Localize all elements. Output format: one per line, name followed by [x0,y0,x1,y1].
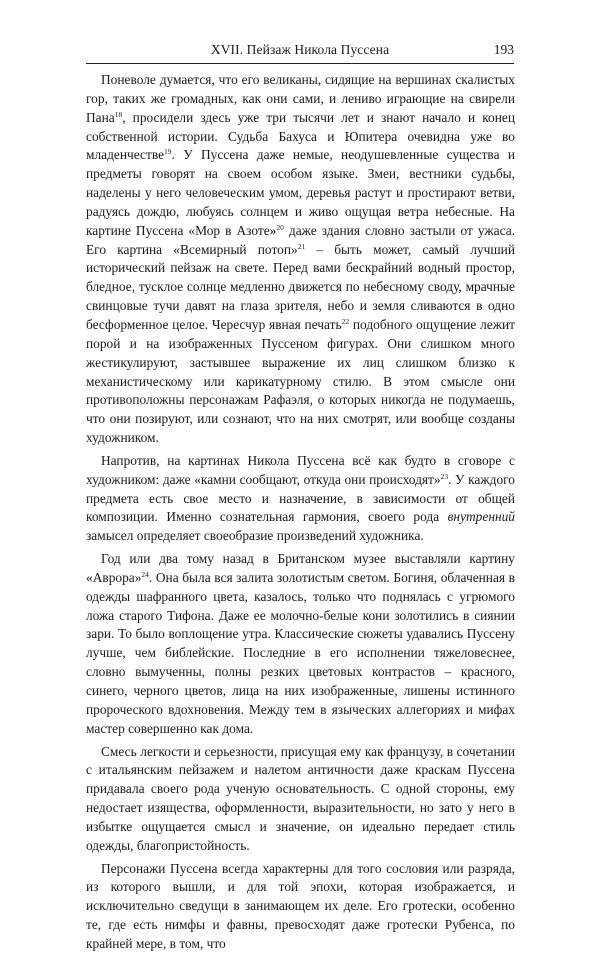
footnote-ref: 20 [276,222,284,232]
text-run: Персонажи Пуссена всегда характерны для того сословия или разряда, из которого вышли, и для той эпохи, которая изображается, и исключительно сведущи в занимающем их деле. Его гротески, особенно те, где есть нимфы и фавны, превосходят даже гротески Рубенса, по крайней мере, в том, что [86,860,515,951]
emphasis-text: внутренний [447,509,515,525]
chapter-title: XVII. Пейзаж Никола Пуссена [210,42,390,57]
text-run: Смесь легкости и серьезности, присущая ему как французу, в сочетании с итальянским пейзажем и налетом античности даже краскам Пуссена придавала своего рода ученую основательность. С одной стороны, ему недостает изящества, оформленности, выразительности, но зато у него в избытке ощущается смысл и значение, он идеально передает стиль одежды, благопристойность. [86,743,515,853]
text-run: . Она была вся залита золотистым светом. Богиня, облаченная в одежды шафранного цвета, казалось, только что поднялась с угрюмого ложа старого Тифона. Даже ее молочно-белые кони золотились в сиянии зари. То было воплощение утра. Классические сюжеты удавались Пуссену лучше, чем библейские. Последние в его исполнении тяжеловеснее, словно вымученны, полны резких цветовых контрастов – красного, синего, черного цветов, лица на них изображенные, лишены истинного пророческого вдохновения. Между тем в языческих аллегориях и мифах мастер совершенно как дома. [86,569,515,736]
footnote-ref: 23 [440,471,449,481]
header-rule [86,63,514,64]
paragraph [86,452,515,546]
page-number: 193 [493,42,514,57]
paragraph [86,743,515,856]
text-run: Поневоле думается, что его великаны, сидящие на вершинах скалистых гор, таких же громадных, как они сами, и лениво играющие на свирели Пана [86,72,515,125]
footnote-ref: 21 [297,241,306,251]
text-run: . У каждого предмета есть свое место и назначение, в зависимости от общей композиции. Именно сознательная гармония, своего рода [86,471,515,525]
footnote-ref: 19 [164,147,172,157]
text-run: Год или два тому назад в Британском музее выставляли картину «Аврора» [86,551,515,585]
footnote-ref: 24 [141,569,149,579]
footnote-ref: 18 [114,109,123,119]
text-run: замысел определяет своеобразие произведений художника. [86,528,424,544]
footnote-ref: 22 [341,316,350,326]
text-run: – быть может, самый лучший исторический пейзаж на свете. Перед вами бескрайний водный простор, бледное, тусклое солнце медленно движется по небесному своду, мрачные свинцовые тучи давят на глаза зрителя, небо и земля сливаются в одно бесформенное целое. Чересчур явная печать [86,241,515,332]
body-text [86,71,515,958]
text-run: , просидели здесь уже три тысячи лет и знают начало и конец собственной истории. Судьба Бахуса и Юпитера очевидна уже во младенчестве [86,109,515,163]
text-run: подобного ощущение лежит порой и на изображенных Пуссеном фигурах. Они слишком много жестикулируют, застывшее выражение их лиц слишком близко к механистическому или карикатурному стилю. В этом смысле они противоположны персонажам Рафаэля, о которых никогда не подумаешь, что они позируют, или сознают, что на них смотрят, или вообще созданы художником. [86,316,515,446]
paragraph [86,71,515,448]
text-run: даже здания словно застыли от ужаса. Его картина «Всемирный потоп» [86,222,515,257]
paragraph [86,860,515,954]
text-run: . У Пуссена даже немые, неодушевленные существа и предметы говорят на своем особом языке. Змеи, вестники судьбы, наделены у него человеческим умом, деревья растут и простирают ветви, радуясь дождю, любуясь солнцем и живо ощущая ветра небесные. На картине Пуссена «Мор в Азоте» [86,147,515,238]
running-header [86,42,514,64]
text-run: Напротив, на картинах Никола Пуссена всё как будто в сговоре с художником: даже «камни сообщают, откуда они происходят» [86,452,515,487]
paragraph [86,550,515,738]
